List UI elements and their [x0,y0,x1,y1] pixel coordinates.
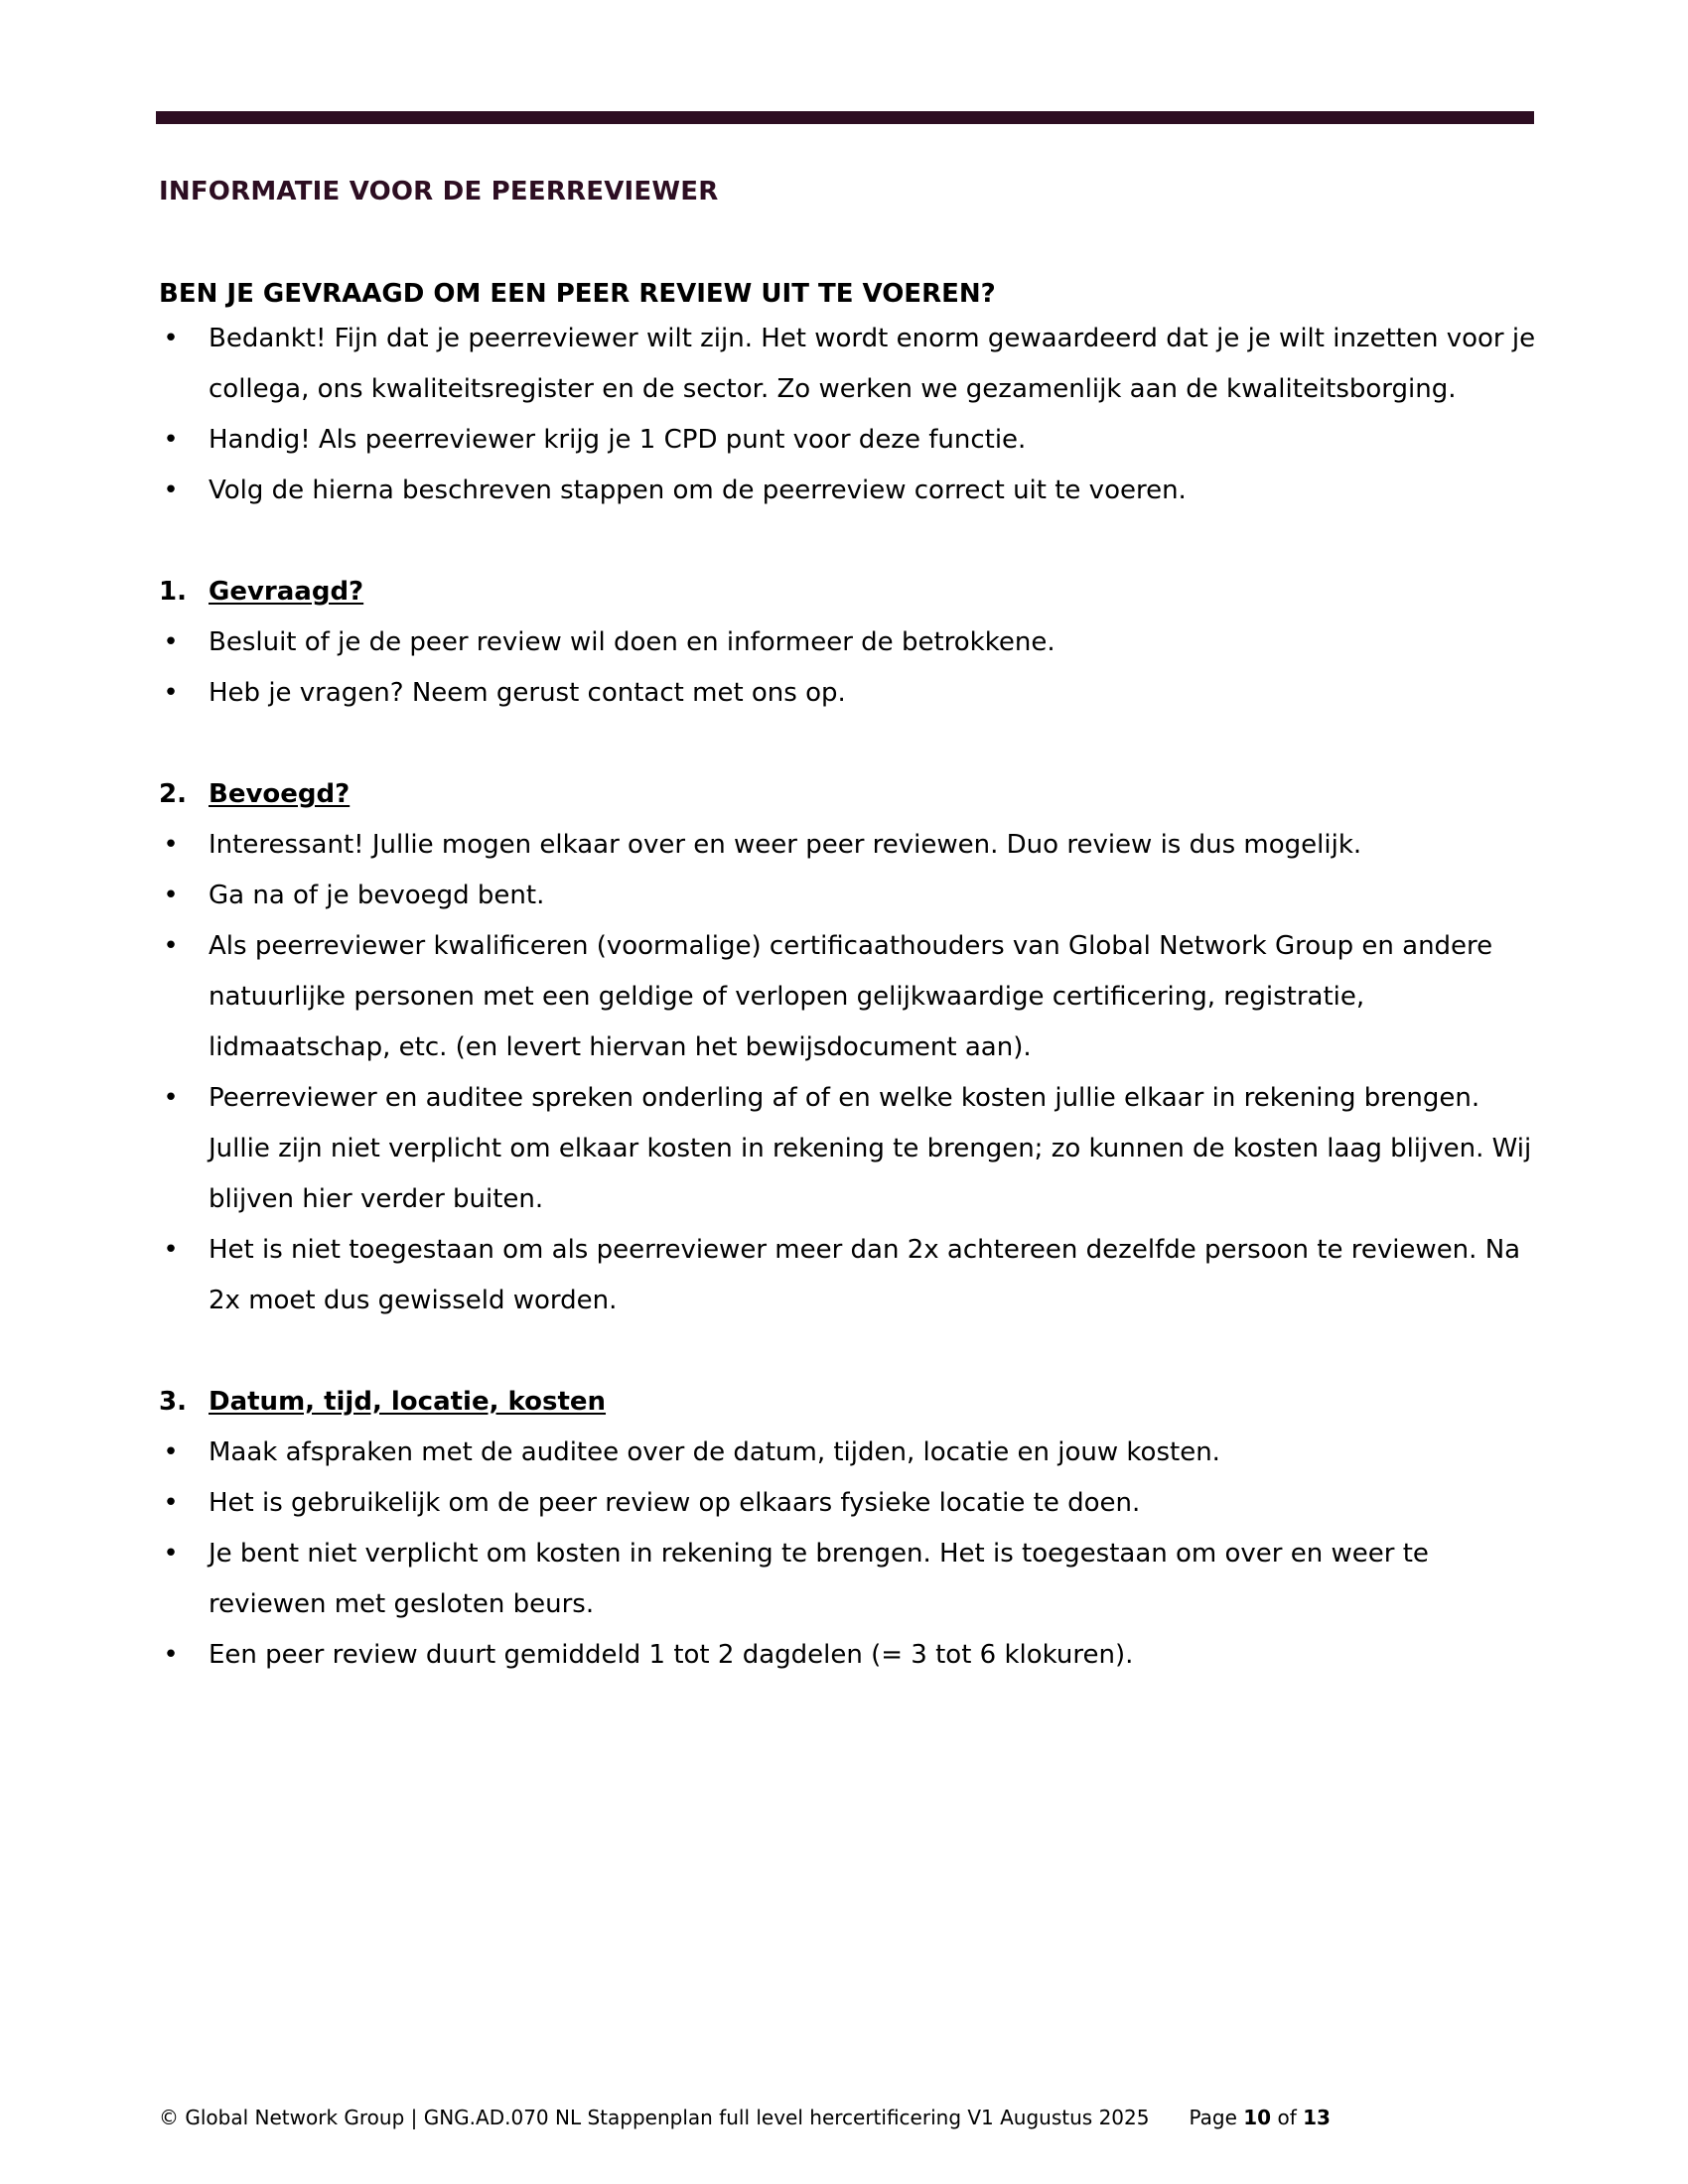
step-heading [159,769,1539,820]
bullet-icon: • [163,881,179,910]
bullet-text: Maak afspraken met de auditee over de datum, tijden, locatie en jouw kosten. [209,1437,1220,1467]
bullet-text: Je bent niet verplicht om kosten in rekening te brengen. Het is toegestaan om over en weer te reviewen met gesloten beurs. [209,1539,1429,1619]
step-number: 3. [159,1387,187,1417]
bullet-text: Besluit of je de peer review wil doen en informeer de betrokkene. [209,627,1055,657]
page-title: INFORMATIE VOOR DE PEERREVIEWER [159,177,719,206]
page-number [1189,2106,1330,2129]
bullet-icon: • [163,476,179,505]
list-item [159,1630,1539,1681]
step-number: 1. [159,577,187,607]
list-item [159,617,1539,668]
list-item [159,466,1539,516]
bullet-text: Handig! Als peerreviewer krijg je 1 CPD punt voor deze functie. [209,425,1027,455]
list-item [159,1428,1539,1478]
bullet-icon: • [163,678,179,708]
step-number: 2. [159,779,187,809]
bullet-icon: • [163,627,179,657]
page-of: of [1277,2106,1297,2129]
bullet-icon: • [163,1488,179,1518]
list-item [159,668,1539,719]
bullet-icon: • [163,1437,179,1467]
step-title: Datum, tijd, locatie, kosten [209,1387,607,1417]
list-item [159,1478,1539,1529]
list-item [159,820,1539,871]
step-2-section [159,769,1539,1326]
step-3-section [159,1377,1539,1681]
list-item [159,921,1539,1073]
page-current: 10 [1243,2106,1272,2129]
bullet-icon: • [163,1640,179,1670]
bullet-text: Heb je vragen? Neem gerust contact met ons op. [209,678,846,708]
page-total: 13 [1303,2106,1331,2129]
step-title: Bevoegd? [209,779,351,809]
bullet-text: Peerreviewer en auditee spreken onderling af of en welke kosten jullie elkaar in rekening brengen. Jullie zijn niet verplicht om elkaar kosten in rekening te brengen; zo kunnen de kosten laag blijven. Wij blijven hier verder buiten. [209,1083,1532,1214]
intro-heading: BEN JE GEVRAAGD OM EEN PEER REVIEW UIT TE VOEREN? [159,279,996,309]
header-rule [156,111,1534,124]
footer-text: © Global Network Group | GNG.AD.070 NL Stappenplan full level hercertificering V1 Augustus 2025 [159,2106,1150,2129]
page-footer [159,2106,1331,2129]
list-item [159,1529,1539,1630]
step-heading [159,1377,1539,1428]
bullet-text: Interessant! Jullie mogen elkaar over en weer peer reviewen. Duo review is dus mogelijk. [209,830,1362,860]
list-item [159,314,1539,415]
bullet-icon: • [163,1083,179,1113]
step-bullet-list [159,820,1539,1326]
step-bullet-list [159,617,1539,719]
bullet-text: Ga na of je bevoegd bent. [209,881,545,910]
step-bullet-list [159,1428,1539,1681]
bullet-text: Bedankt! Fijn dat je peerreviewer wilt zijn. Het wordt enorm gewaardeerd dat je je wilt inzetten voor je collega, ons kwaliteitsregister en de sector. Zo werken we gezamenlijk aan de kwaliteitsborging. [209,324,1536,404]
bullet-icon: • [163,1539,179,1569]
step-1-section [159,567,1539,719]
bullet-text: Als peerreviewer kwalificeren (voormalige) certificaathouders van Global Network Group en andere natuurlijke personen met een geldige of verlopen gelijkwaardige certificering, registratie, lidmaatschap, etc. (en levert hiervan het bewijsdocument aan). [209,931,1493,1062]
list-item [159,415,1539,466]
list-item [159,1225,1539,1326]
bullet-icon: • [163,931,179,961]
bullet-text: Het is gebruikelijk om de peer review op elkaars fysieke locatie te doen. [209,1488,1141,1518]
bullet-icon: • [163,830,179,860]
bullet-text: Het is niet toegestaan om als peerreviewer meer dan 2x achtereen dezelfde persoon te reviewen. Na 2x moet dus gewisseld worden. [209,1235,1521,1315]
bullet-icon: • [163,425,179,455]
document-body [159,274,1539,1681]
step-title: Gevraagd? [209,577,364,607]
bullet-icon: • [163,1235,179,1265]
bullet-text: Volg de hierna beschreven stappen om de peerreview correct uit te voeren. [209,476,1187,505]
list-item [159,1073,1539,1225]
list-item [159,871,1539,921]
bullet-icon: • [163,324,179,353]
bullet-text: Een peer review duurt gemiddeld 1 tot 2 dagdelen (= 3 tot 6 klokuren). [209,1640,1134,1670]
intro-bullet-list [159,314,1539,516]
step-heading [159,567,1539,617]
page-label: Page [1189,2106,1237,2129]
